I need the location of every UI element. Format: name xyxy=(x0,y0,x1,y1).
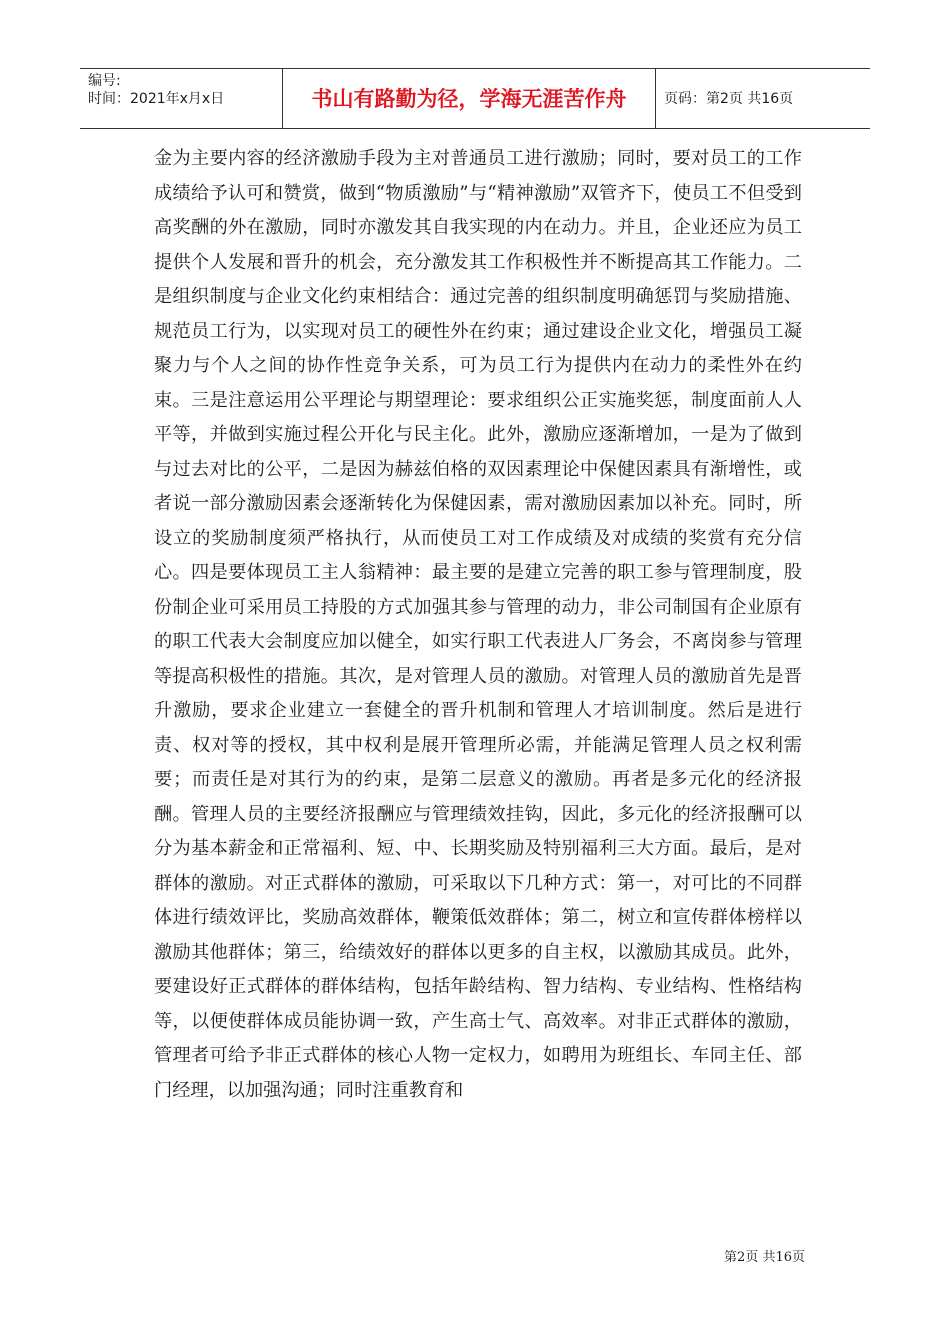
document-number-label: 编号: xyxy=(88,73,121,89)
header-page-number: 页码：第2页 共16页 xyxy=(664,91,794,107)
body-paragraph: 金为主要内容的经济激励手段为主对普通员工进行激励；同时，要对员工的工作成绩给予认可和赞赏，做到“物质激励”与“精神激励”双管齐下，使员工不但受到高奖酬的外在激励，同时亦激发其自我实现的内在动力。并且，企业还应为员工提供个人发展和晋升的机会，充分激发其工作积极性并不断提高其工作能力。二是组织制度与企业文化约束相结合：通过完善的组织制度明确惩罚与奖励措施、规范员工行为，以实现对员工的硬性外在约束；通过建设企业文化，增强员工凝聚力与个人之间的协作性竞争关系，可为员工行为提供内在动力的柔性外在约束。三是注意运用公平理论与期望理论：要求组织公正实施奖惩，制度面前人人平等，并做到实施过程公开化与民主化。此外，激励应逐渐增加，一是为了做到与过去对比的公平，二是因为赫兹伯格的双因素理论中保健因素具有渐增性，或者说一部分激励因素会逐渐转化为保健因素，需对激励因素加以补充。同时，所设立的奖励制度须严格执行，从而使员工对工作成绩及对成绩的奖赏有充分信心。四是要体现员工主人翁精神：最主要的是建立完善的职工参与管理制度，股份制企业可采用员工持股的方式加强其参与管理的动力，非公司制国有企业原有的职工代表大会制度应加以健全，如实行职工代表进人厂务会，不离岗参与管理等提高积极性的措施。其次，是对管理人员的激励。对管理人员的激励首先是晋升激励，要求企业建立一套健全的晋升机制和管理人才培训制度。然后是进行责、权对等的授权，其中权利是展开管理所必需，并能满足管理人员之权利需要；而责任是对其行为的约束，是第二层意义的激励。再者是多元化的经济报酬。管理人员的主要经济报酬应与管理绩效挂钩，因此，多元化的经济报酬可以分为基本薪金和正常福利、短、中、长期奖励及特别福利三大方面。最后，是对群体的激励。对正式群体的激励，可采取以下几种方式：第一，对可比的不同群体进行绩效评比，奖励高效群体，鞭策低效群体；第二，树立和宣传群体榜样以激励其他群体；第三，给绩效好的群体以更多的自主权，以激励其成员。此外，要建设好正式群体的群体结构，包括年龄结构、智力结构、专业结构、性格结构等，以便使群体成员能协调一致，产生高士气、高效率。对非正式群体的激励，管理者可给予非正式群体的核心人物一定权力，如聘用为班组长、车同主任、部门经理，以加强沟通；同时注重教育和 xyxy=(154,148,802,1101)
header-meta xyxy=(88,72,278,108)
header-divider-right xyxy=(655,68,656,128)
header-bottom-rule xyxy=(80,128,870,129)
document-date-label: 时间：2021年x月x日 xyxy=(88,91,225,107)
header-motto: 书山有路勤为径，学海无涯苦作舟 xyxy=(311,87,627,111)
footer-page-number: 第2页 共16页 xyxy=(724,1250,805,1265)
